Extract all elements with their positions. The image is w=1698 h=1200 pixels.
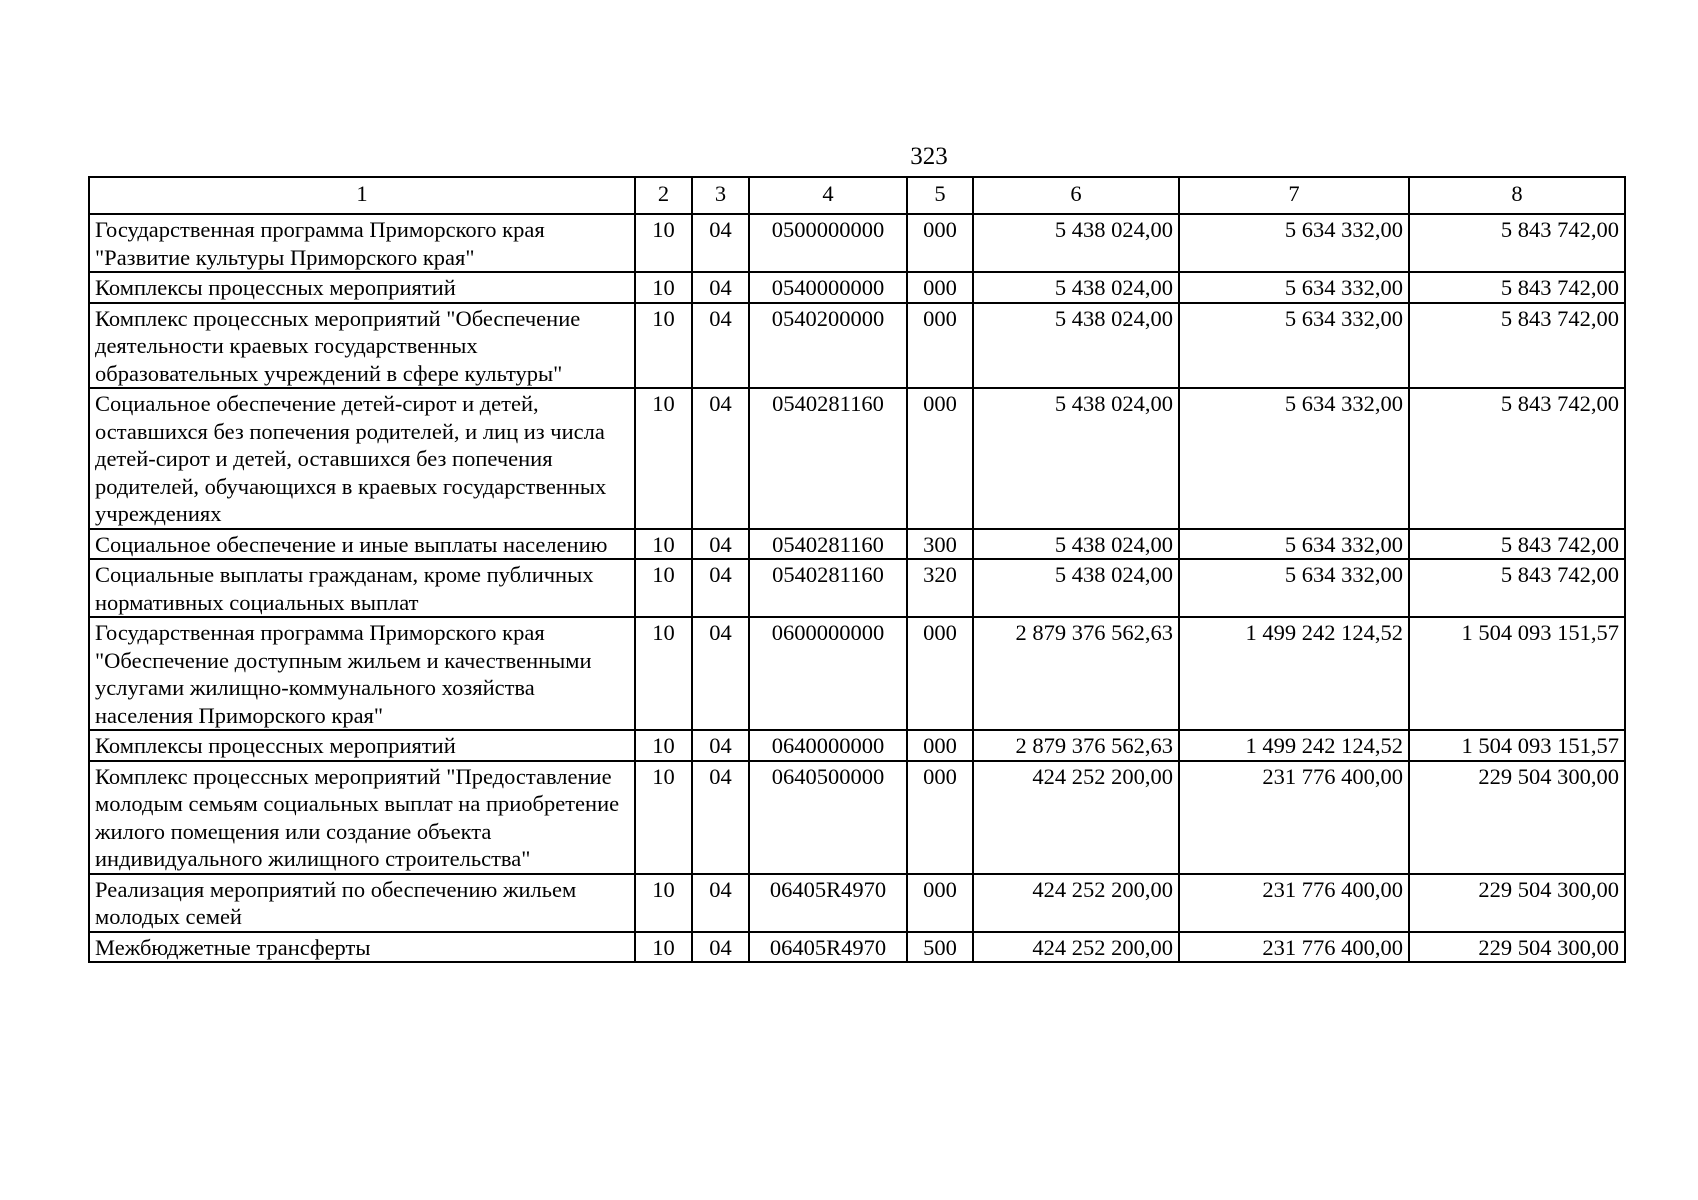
table-row	[89, 303, 1625, 389]
target-article-cell: 0540281160	[749, 559, 907, 617]
column-header: 4	[749, 177, 907, 214]
section-code-cell: 10	[635, 559, 692, 617]
amount-cell-col6: 5 438 024,00	[973, 214, 1179, 272]
column-header: 7	[1179, 177, 1409, 214]
amount-cell-col8: 5 843 742,00	[1409, 214, 1625, 272]
amount-cell-col7: 231 776 400,00	[1179, 761, 1409, 874]
subsection-code-cell: 04	[692, 761, 749, 874]
section-code-cell: 10	[635, 874, 692, 932]
row-name-cell: Социальное обеспечение и иные выплаты населению	[89, 529, 635, 560]
target-article-cell: 0540000000	[749, 272, 907, 303]
expense-type-cell: 000	[907, 272, 973, 303]
table-row	[89, 617, 1625, 730]
target-article-cell: 0540200000	[749, 303, 907, 389]
expense-type-cell: 500	[907, 932, 973, 963]
column-header: 3	[692, 177, 749, 214]
section-code-cell: 10	[635, 303, 692, 389]
row-name-cell: Комплекс процессных мероприятий "Обеспечение деятельности краевых государственных образовательных учреждений в сфере культуры"	[89, 303, 635, 389]
amount-cell-col8: 5 843 742,00	[1409, 303, 1625, 389]
column-header: 6	[973, 177, 1179, 214]
table-row	[89, 761, 1625, 874]
row-name-cell: Комплекс процессных мероприятий "Предоставление молодым семьям социальных выплат на приобретение жилого помещения или создание объекта индивидуального жилищного строительства"	[89, 761, 635, 874]
subsection-code-cell: 04	[692, 303, 749, 389]
expense-type-cell: 000	[907, 874, 973, 932]
row-name-cell: Комплексы процессных мероприятий	[89, 272, 635, 303]
expense-type-cell: 000	[907, 617, 973, 730]
amount-cell-col8: 229 504 300,00	[1409, 932, 1625, 963]
amount-cell-col6: 5 438 024,00	[973, 303, 1179, 389]
target-article-cell: 0540281160	[749, 529, 907, 560]
target-article-cell: 0600000000	[749, 617, 907, 730]
target-article-cell: 0500000000	[749, 214, 907, 272]
target-article-cell: 06405R4970	[749, 932, 907, 963]
section-code-cell: 10	[635, 388, 692, 529]
row-name-cell: Реализация мероприятий по обеспечению жильем молодых семей	[89, 874, 635, 932]
amount-cell-col6: 2 879 376 562,63	[973, 617, 1179, 730]
section-code-cell: 10	[635, 214, 692, 272]
amount-cell-col6: 5 438 024,00	[973, 559, 1179, 617]
section-code-cell: 10	[635, 932, 692, 963]
amount-cell-col6: 424 252 200,00	[973, 761, 1179, 874]
target-article-cell: 0640500000	[749, 761, 907, 874]
amount-cell-col8: 229 504 300,00	[1409, 761, 1625, 874]
subsection-code-cell: 04	[692, 388, 749, 529]
expense-type-cell: 320	[907, 559, 973, 617]
amount-cell-col8: 5 843 742,00	[1409, 529, 1625, 560]
amount-cell-col6: 2 879 376 562,63	[973, 730, 1179, 761]
amount-cell-col7: 5 634 332,00	[1179, 388, 1409, 529]
amount-cell-col8: 5 843 742,00	[1409, 559, 1625, 617]
row-name-cell: Государственная программа Приморского края "Обеспечение доступным жильем и качественными услугами жилищно-коммунального хозяйства населения Приморского края"	[89, 617, 635, 730]
amount-cell-col7: 1 499 242 124,52	[1179, 730, 1409, 761]
subsection-code-cell: 04	[692, 874, 749, 932]
page-number: 323	[910, 143, 948, 170]
column-header: 1	[89, 177, 635, 214]
amount-cell-col8: 229 504 300,00	[1409, 874, 1625, 932]
expense-type-cell: 300	[907, 529, 973, 560]
amount-cell-col7: 231 776 400,00	[1179, 874, 1409, 932]
amount-cell-col6: 424 252 200,00	[973, 874, 1179, 932]
target-article-cell: 0640000000	[749, 730, 907, 761]
amount-cell-col7: 5 634 332,00	[1179, 214, 1409, 272]
target-article-cell: 0540281160	[749, 388, 907, 529]
amount-cell-col6: 424 252 200,00	[973, 932, 1179, 963]
table-row	[89, 730, 1625, 761]
column-header: 5	[907, 177, 973, 214]
target-article-cell: 06405R4970	[749, 874, 907, 932]
expense-type-cell: 000	[907, 730, 973, 761]
row-name-cell: Государственная программа Приморского края "Развитие культуры Приморского края"	[89, 214, 635, 272]
section-code-cell: 10	[635, 730, 692, 761]
amount-cell-col7: 5 634 332,00	[1179, 559, 1409, 617]
amount-cell-col7: 5 634 332,00	[1179, 272, 1409, 303]
table-row	[89, 272, 1625, 303]
row-name-cell: Социальные выплаты гражданам, кроме публичных нормативных социальных выплат	[89, 559, 635, 617]
amount-cell-col8: 1 504 093 151,57	[1409, 730, 1625, 761]
expense-type-cell: 000	[907, 303, 973, 389]
subsection-code-cell: 04	[692, 932, 749, 963]
subsection-code-cell: 04	[692, 617, 749, 730]
amount-cell-col7: 5 634 332,00	[1179, 529, 1409, 560]
subsection-code-cell: 04	[692, 214, 749, 272]
table-row	[89, 932, 1625, 963]
table-row	[89, 388, 1625, 529]
expense-type-cell: 000	[907, 388, 973, 529]
amount-cell-col6: 5 438 024,00	[973, 388, 1179, 529]
table-row	[89, 559, 1625, 617]
column-header: 8	[1409, 177, 1625, 214]
row-name-cell: Межбюджетные трансферты	[89, 932, 635, 963]
row-name-cell: Социальное обеспечение детей-сирот и детей, оставшихся без попечения родителей, и лиц из числа детей-сирот и детей, оставшихся без попечения родителей, обучающихся в краевых государственных учреждениях	[89, 388, 635, 529]
table-row	[89, 529, 1625, 560]
row-name-cell: Комплексы процессных мероприятий	[89, 730, 635, 761]
amount-cell-col6: 5 438 024,00	[973, 272, 1179, 303]
section-code-cell: 10	[635, 761, 692, 874]
table-row	[89, 214, 1625, 272]
table-row	[89, 874, 1625, 932]
subsection-code-cell: 04	[692, 272, 749, 303]
subsection-code-cell: 04	[692, 529, 749, 560]
amount-cell-col8: 1 504 093 151,57	[1409, 617, 1625, 730]
subsection-code-cell: 04	[692, 730, 749, 761]
amount-cell-col6: 5 438 024,00	[973, 529, 1179, 560]
subsection-code-cell: 04	[692, 559, 749, 617]
amount-cell-col8: 5 843 742,00	[1409, 272, 1625, 303]
section-code-cell: 10	[635, 529, 692, 560]
column-header: 2	[635, 177, 692, 214]
amount-cell-col8: 5 843 742,00	[1409, 388, 1625, 529]
section-code-cell: 10	[635, 272, 692, 303]
amount-cell-col7: 1 499 242 124,52	[1179, 617, 1409, 730]
amount-cell-col7: 5 634 332,00	[1179, 303, 1409, 389]
section-code-cell: 10	[635, 617, 692, 730]
expense-type-cell: 000	[907, 214, 973, 272]
expense-type-cell: 000	[907, 761, 973, 874]
header-row	[89, 177, 1625, 214]
budget-table	[88, 176, 1626, 963]
amount-cell-col7: 231 776 400,00	[1179, 932, 1409, 963]
